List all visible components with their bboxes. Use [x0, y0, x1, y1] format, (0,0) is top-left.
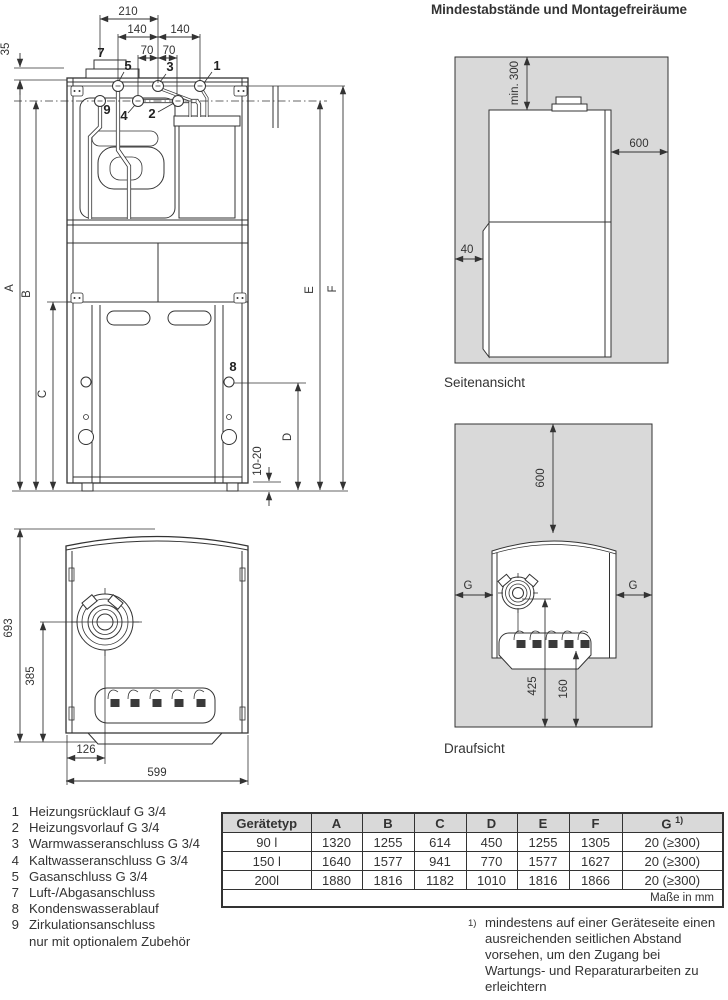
cell-b: 1577 [362, 852, 414, 871]
table-header-row [222, 813, 723, 833]
col-header-c: C [414, 813, 466, 833]
dim-425-label: 425 [527, 676, 539, 696]
dim-70-right-label: 70 [162, 45, 176, 57]
legend-item-label: Heizungsvorlauf G 3/4 [29, 820, 160, 836]
cell-f: 1866 [569, 871, 622, 890]
legend-item [6, 804, 200, 820]
cell-f: 1627 [569, 852, 622, 871]
col-header-d: D [466, 813, 517, 833]
marker-5-label: 5 [124, 58, 132, 73]
dim-599-label: 599 [147, 767, 167, 779]
cell-b: 1816 [362, 871, 414, 890]
col-header-g-letter: G [661, 816, 672, 832]
cell-g: 20 (≥300) [622, 871, 723, 890]
foot-left [82, 483, 93, 491]
col-header-g [622, 813, 723, 833]
dim-160-label: 160 [558, 679, 570, 699]
col-header-b: B [362, 813, 414, 833]
legend-item-label: Luft-/Abgasanschluss [29, 885, 156, 901]
cell-a: 1320 [311, 833, 362, 852]
footnote-text: mindestens auf einer Geräteseite einen ausreichenden seitlichen Abstand vorsehen, um den Zugang bei Wartungs- und Reparaturarbeiten zu erleichtern [485, 915, 716, 994]
dim-70-left-label: 70 [140, 45, 154, 57]
legend-item [6, 934, 200, 950]
table-units-note: Maße in mm [222, 890, 723, 908]
expansion-vessel [174, 116, 240, 126]
table-row [222, 833, 723, 852]
cell-g: 20 (≥300) [622, 833, 723, 852]
dim-min300-label: min. 300 [509, 60, 521, 106]
legend-item [6, 836, 200, 852]
legend-item-label: Warmwasseranschluss G 3/4 [29, 836, 200, 852]
legend-item-label: nur mit optionalem Zubehör [29, 933, 191, 949]
unit-plan-drawing [0, 515, 300, 800]
marker-1-label: 1 [213, 58, 221, 73]
dim-35-label: 35 [0, 42, 12, 56]
legend-item [6, 885, 200, 901]
cell-a: 1640 [311, 852, 362, 871]
plan-view-drawing [430, 405, 728, 765]
legend-item-label: Gasanschluss G 3/4 [29, 868, 148, 884]
legend-item [6, 820, 200, 836]
col-header-e: E [517, 813, 569, 833]
cell-type: 200l [222, 871, 311, 890]
cell-c: 614 [414, 833, 466, 852]
dim-B-label: B [21, 290, 33, 298]
cell-d: 1010 [466, 871, 517, 890]
dim-g-right-label: G [628, 580, 638, 592]
side-view-boiler [483, 97, 611, 357]
marker-8-label: 8 [229, 359, 237, 374]
legend-item-label: Zirkulationsanschluss [29, 917, 156, 933]
legend-item-num: 8 [11, 901, 19, 917]
table-row [222, 871, 723, 890]
legend-item-num: 9 [11, 917, 19, 933]
legend-item-label: Kondenswasserablauf [29, 901, 159, 917]
dim-693-label: 693 [3, 618, 15, 638]
cell-type: 150 l [222, 852, 311, 871]
marker-3-label: 3 [166, 59, 174, 74]
dim-140-right-label: 140 [170, 24, 190, 36]
flue-side [556, 97, 581, 104]
dim-600-plan-label: 600 [535, 468, 547, 488]
dim-E-label: E [304, 286, 316, 294]
legend [6, 804, 200, 950]
cell-e: 1816 [517, 871, 569, 890]
dim-C-label: C [37, 389, 49, 399]
marker-9-label: 9 [103, 102, 111, 117]
plan-view-caption: Draufsicht [444, 741, 505, 756]
cell-g: 20 (≥300) [622, 852, 723, 871]
dim-F-label: F [327, 285, 339, 293]
legend-item-num: 7 [11, 885, 19, 901]
dim-210-label: 210 [118, 6, 138, 18]
cell-d: 450 [466, 833, 517, 852]
cell-type: 90 l [222, 833, 311, 852]
cell-b: 1255 [362, 833, 414, 852]
dim-A-label: A [4, 284, 16, 292]
side-view-drawing [430, 45, 728, 395]
dim-40-label: 40 [460, 244, 474, 256]
footnote-ref: 1) [468, 918, 477, 929]
front-view-drawing [0, 0, 360, 515]
table-note-row [222, 890, 723, 908]
footnote [468, 915, 717, 995]
side-view-caption: Seitenansicht [444, 375, 526, 390]
marker-4-label: 4 [120, 108, 128, 123]
legend-item-num: 4 [11, 852, 19, 868]
cell-a: 1880 [311, 871, 362, 890]
legend-item [6, 853, 200, 869]
col-header-g-footnote-ref: 1) [675, 814, 684, 825]
cell-e: 1255 [517, 833, 569, 852]
cell-e: 1577 [517, 852, 569, 871]
col-header-f: F [569, 813, 622, 833]
cell-d: 770 [466, 852, 517, 871]
legend-item-num: 5 [11, 868, 19, 884]
marker-2-label: 2 [148, 106, 156, 121]
legend-item-num: 3 [11, 836, 19, 852]
page-title: Mindestabstände und Montagefreiräume [431, 2, 687, 17]
legend-item-label: Heizungsrücklauf G 3/4 [29, 804, 167, 819]
cell-f: 1305 [569, 833, 622, 852]
dimensions-table [221, 812, 724, 908]
legend-item [6, 917, 200, 933]
dim-600-side-label: 600 [629, 138, 649, 150]
cell-c: 941 [414, 852, 466, 871]
flue-stack [94, 60, 126, 69]
col-header-geraetetyp: Gerätetyp [222, 813, 311, 833]
dim-385-label: 385 [25, 666, 37, 686]
marker-7-label: 7 [97, 45, 105, 60]
legend-item-label: Kaltwasseranschluss G 3/4 [29, 852, 189, 868]
condensate-drain-point [224, 377, 234, 387]
legend-item-num: 1 [11, 804, 19, 819]
plan-view-boiler [492, 541, 616, 669]
dim-140-left-label: 140 [127, 24, 147, 36]
foot-right [227, 483, 238, 491]
col-header-a: A [311, 813, 362, 833]
dim-10-20-label: 10-20 [252, 446, 264, 476]
legend-item-num [6, 934, 19, 950]
table-row [222, 852, 723, 871]
legend-item-num: 2 [11, 820, 19, 836]
dim-D-label: D [282, 432, 294, 442]
legend-item [6, 901, 200, 917]
dim-g-left-label: G [463, 580, 473, 592]
dim-126-label: 126 [76, 744, 96, 756]
cell-c: 1182 [414, 871, 466, 890]
legend-item [6, 869, 200, 885]
